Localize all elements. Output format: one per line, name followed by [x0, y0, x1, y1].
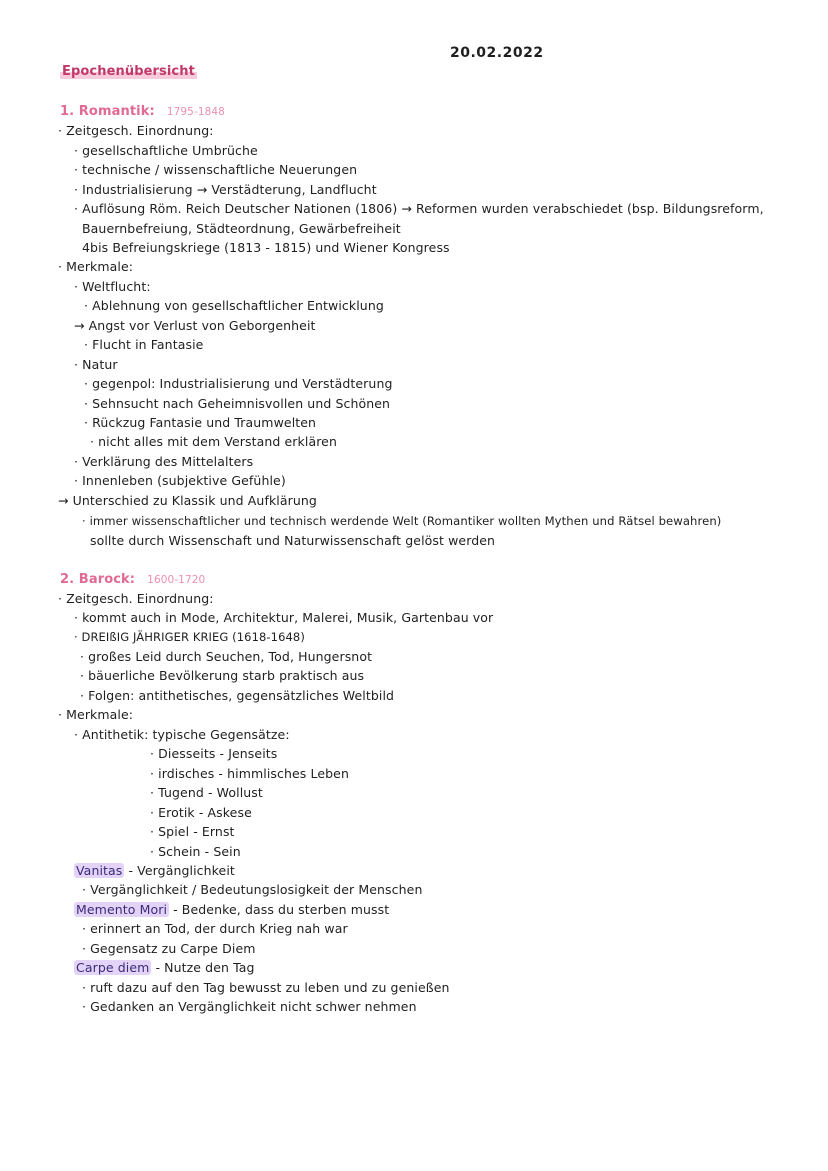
note-line: · Vergänglichkeit / Bedeutungslosigkeit der Menschen [82, 882, 423, 897]
section-years: 1795-1848 [166, 106, 225, 118]
note-line: · technische / wissenschaftliche Neuerungen [74, 162, 358, 177]
section-heading-barock [60, 571, 205, 588]
note-line: · DREIßIG JÄHRIGER KRIEG (1618-1648) [74, 630, 305, 644]
highlight-term: Carpe diem [76, 960, 150, 975]
note-line: · gesellschaftliche Umbrüche [74, 143, 258, 158]
note-line: · gegenpol: Industrialisierung und Verstädterung [84, 376, 393, 391]
note-line: · erinnert an Tod, der durch Krieg nah war [82, 921, 348, 936]
note-line: · Innenleben (subjektive Gefühle) [74, 473, 286, 488]
note-line: · Tugend - Wollust [150, 785, 263, 800]
memento-line [74, 902, 389, 918]
note-line: · ruft dazu auf den Tag bewusst zu leben und zu genießen [82, 980, 450, 995]
date: 20.02.2022 [450, 45, 544, 61]
note-line: · Antithetik: typische Gegensätze: [74, 727, 290, 742]
section-title: 1. Romantik: [60, 104, 155, 119]
note-line: Bauernbefreiung, Städteordnung, Gewärbefreiheit [82, 221, 401, 236]
carpe-line [74, 960, 255, 976]
note-line: · Schein - Sein [150, 844, 241, 859]
note-line: · Sehnsucht nach Geheimnisvollen und Schönen [84, 396, 391, 411]
highlight-term: Memento Mori [76, 902, 168, 917]
page-title [60, 64, 197, 80]
note-line: · Erotik - Askese [150, 805, 252, 820]
note-line: · irdisches - himmlisches Leben [150, 766, 349, 781]
note-line: · Natur [74, 357, 118, 372]
note-line: · Gegensatz zu Carpe Diem [82, 941, 256, 956]
note-line: · nicht alles mit dem Verstand erklären [90, 434, 337, 449]
note-line: · Auflösung Röm. Reich Deutscher Nationen (1806) → Reformen wurden verabschiedet (bsp. Bildungsreform, [74, 201, 764, 216]
note-line: · Industrialisierung → Verstädterung, Landflucht [74, 182, 377, 197]
section-title: 2. Barock: [60, 572, 136, 587]
note-line: · Zeitgesch. Einordnung: [58, 123, 214, 138]
note-line: · Weltflucht: [74, 279, 151, 294]
note-line: · Diesseits - Jenseits [150, 746, 278, 761]
note-line: · Gedanken an Vergänglichkeit nicht schwer nehmen [82, 999, 417, 1014]
note-line: · Zeitgesch. Einordnung: [58, 591, 214, 606]
note-line: · bäuerliche Bevölkerung starb praktisch aus [80, 668, 365, 683]
section-years: 1600-1720 [147, 574, 206, 586]
note-line: · immer wissenschaftlicher und technisch werdende Welt (Romantiker wollten Mythen und Rätsel bewahren) [82, 514, 722, 528]
page-title-text: Epochenübersicht [62, 64, 195, 79]
note-line: · großes Leid durch Seuchen, Tod, Hungersnot [80, 649, 373, 664]
note-line: · kommt auch in Mode, Architektur, Malerei, Musik, Gartenbau vor [74, 610, 494, 625]
note-line: → Angst vor Verlust von Geborgenheit [74, 318, 316, 333]
note-line: · Ablehnung von gesellschaftlicher Entwicklung [84, 298, 384, 313]
highlight-term: Vanitas [76, 863, 123, 878]
note-line: · Verklärung des Mittelalters [74, 454, 254, 469]
section-heading-romantik [60, 103, 225, 120]
vanitas-line [74, 863, 235, 879]
note-line: · Merkmale: [58, 707, 134, 722]
note-line: · Spiel - Ernst [150, 824, 235, 839]
note-line: · Merkmale: [58, 259, 134, 274]
note-line: → Unterschied zu Klassik und Aufklärung [58, 493, 317, 508]
note-line: · Rückzug Fantasie und Traumwelten [84, 415, 317, 430]
term-definition: - Bedenke, dass du sterben musst [169, 902, 390, 917]
note-line: sollte durch Wissenschaft und Naturwissenschaft gelöst werden [90, 533, 496, 548]
term-definition: - Nutze den Tag [151, 960, 255, 975]
note-line: 4bis Befreiungskriege (1813 - 1815) und Wiener Kongress [82, 240, 450, 255]
term-definition: - Vergänglichkeit [124, 863, 235, 878]
note-line: · Folgen: antithetisches, gegensätzliches Weltbild [80, 688, 395, 703]
note-line: · Flucht in Fantasie [84, 337, 204, 352]
